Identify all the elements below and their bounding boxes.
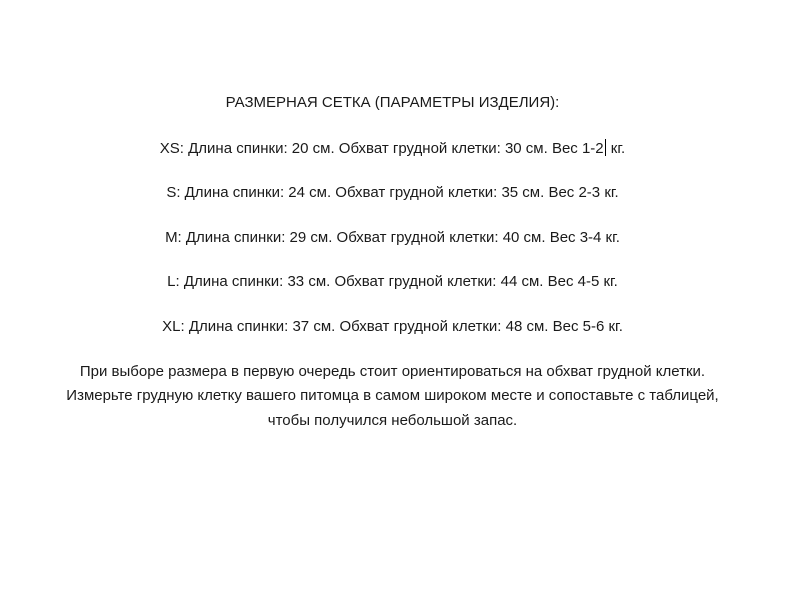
size-row-xs[interactable] (0, 139, 785, 158)
size-row-xs-unit: кг. (606, 140, 626, 157)
size-row-s: S: Длина спинки: 24 см. Обхват грудной клетки: 35 см. Вес 2-3 кг. (166, 184, 619, 201)
note-line-2: Измерьте грудную клетку вашего питомца в самом широком месте и сопоставьте с таблицей, (66, 387, 719, 404)
size-row-xl: XL: Длина спинки: 37 см. Обхват грудной клетки: 48 см. Вес 5-6 кг. (162, 318, 623, 335)
note-line-3: чтобы получился небольшой запас. (267, 412, 518, 429)
note-line-1: При выборе размера в первую очередь стоит ориентироваться на обхват грудной клетки. (79, 363, 706, 380)
size-row-m: M: Длина спинки: 29 см. Обхват грудной клетки: 40 см. Вес 3-4 кг. (165, 229, 620, 246)
text-cursor (605, 139, 606, 156)
size-row-xs-text: XS: Длина спинки: 20 см. Обхват грудной клетки: 30 см. Вес 1-2 (159, 140, 604, 157)
size-chart-title: РАЗМЕРНАЯ СЕТКА (ПАРАМЕТРЫ ИЗДЕЛИЯ): (225, 94, 560, 111)
size-row-l: L: Длина спинки: 33 см. Обхват грудной клетки: 44 см. Вес 4-5 кг. (167, 273, 618, 290)
